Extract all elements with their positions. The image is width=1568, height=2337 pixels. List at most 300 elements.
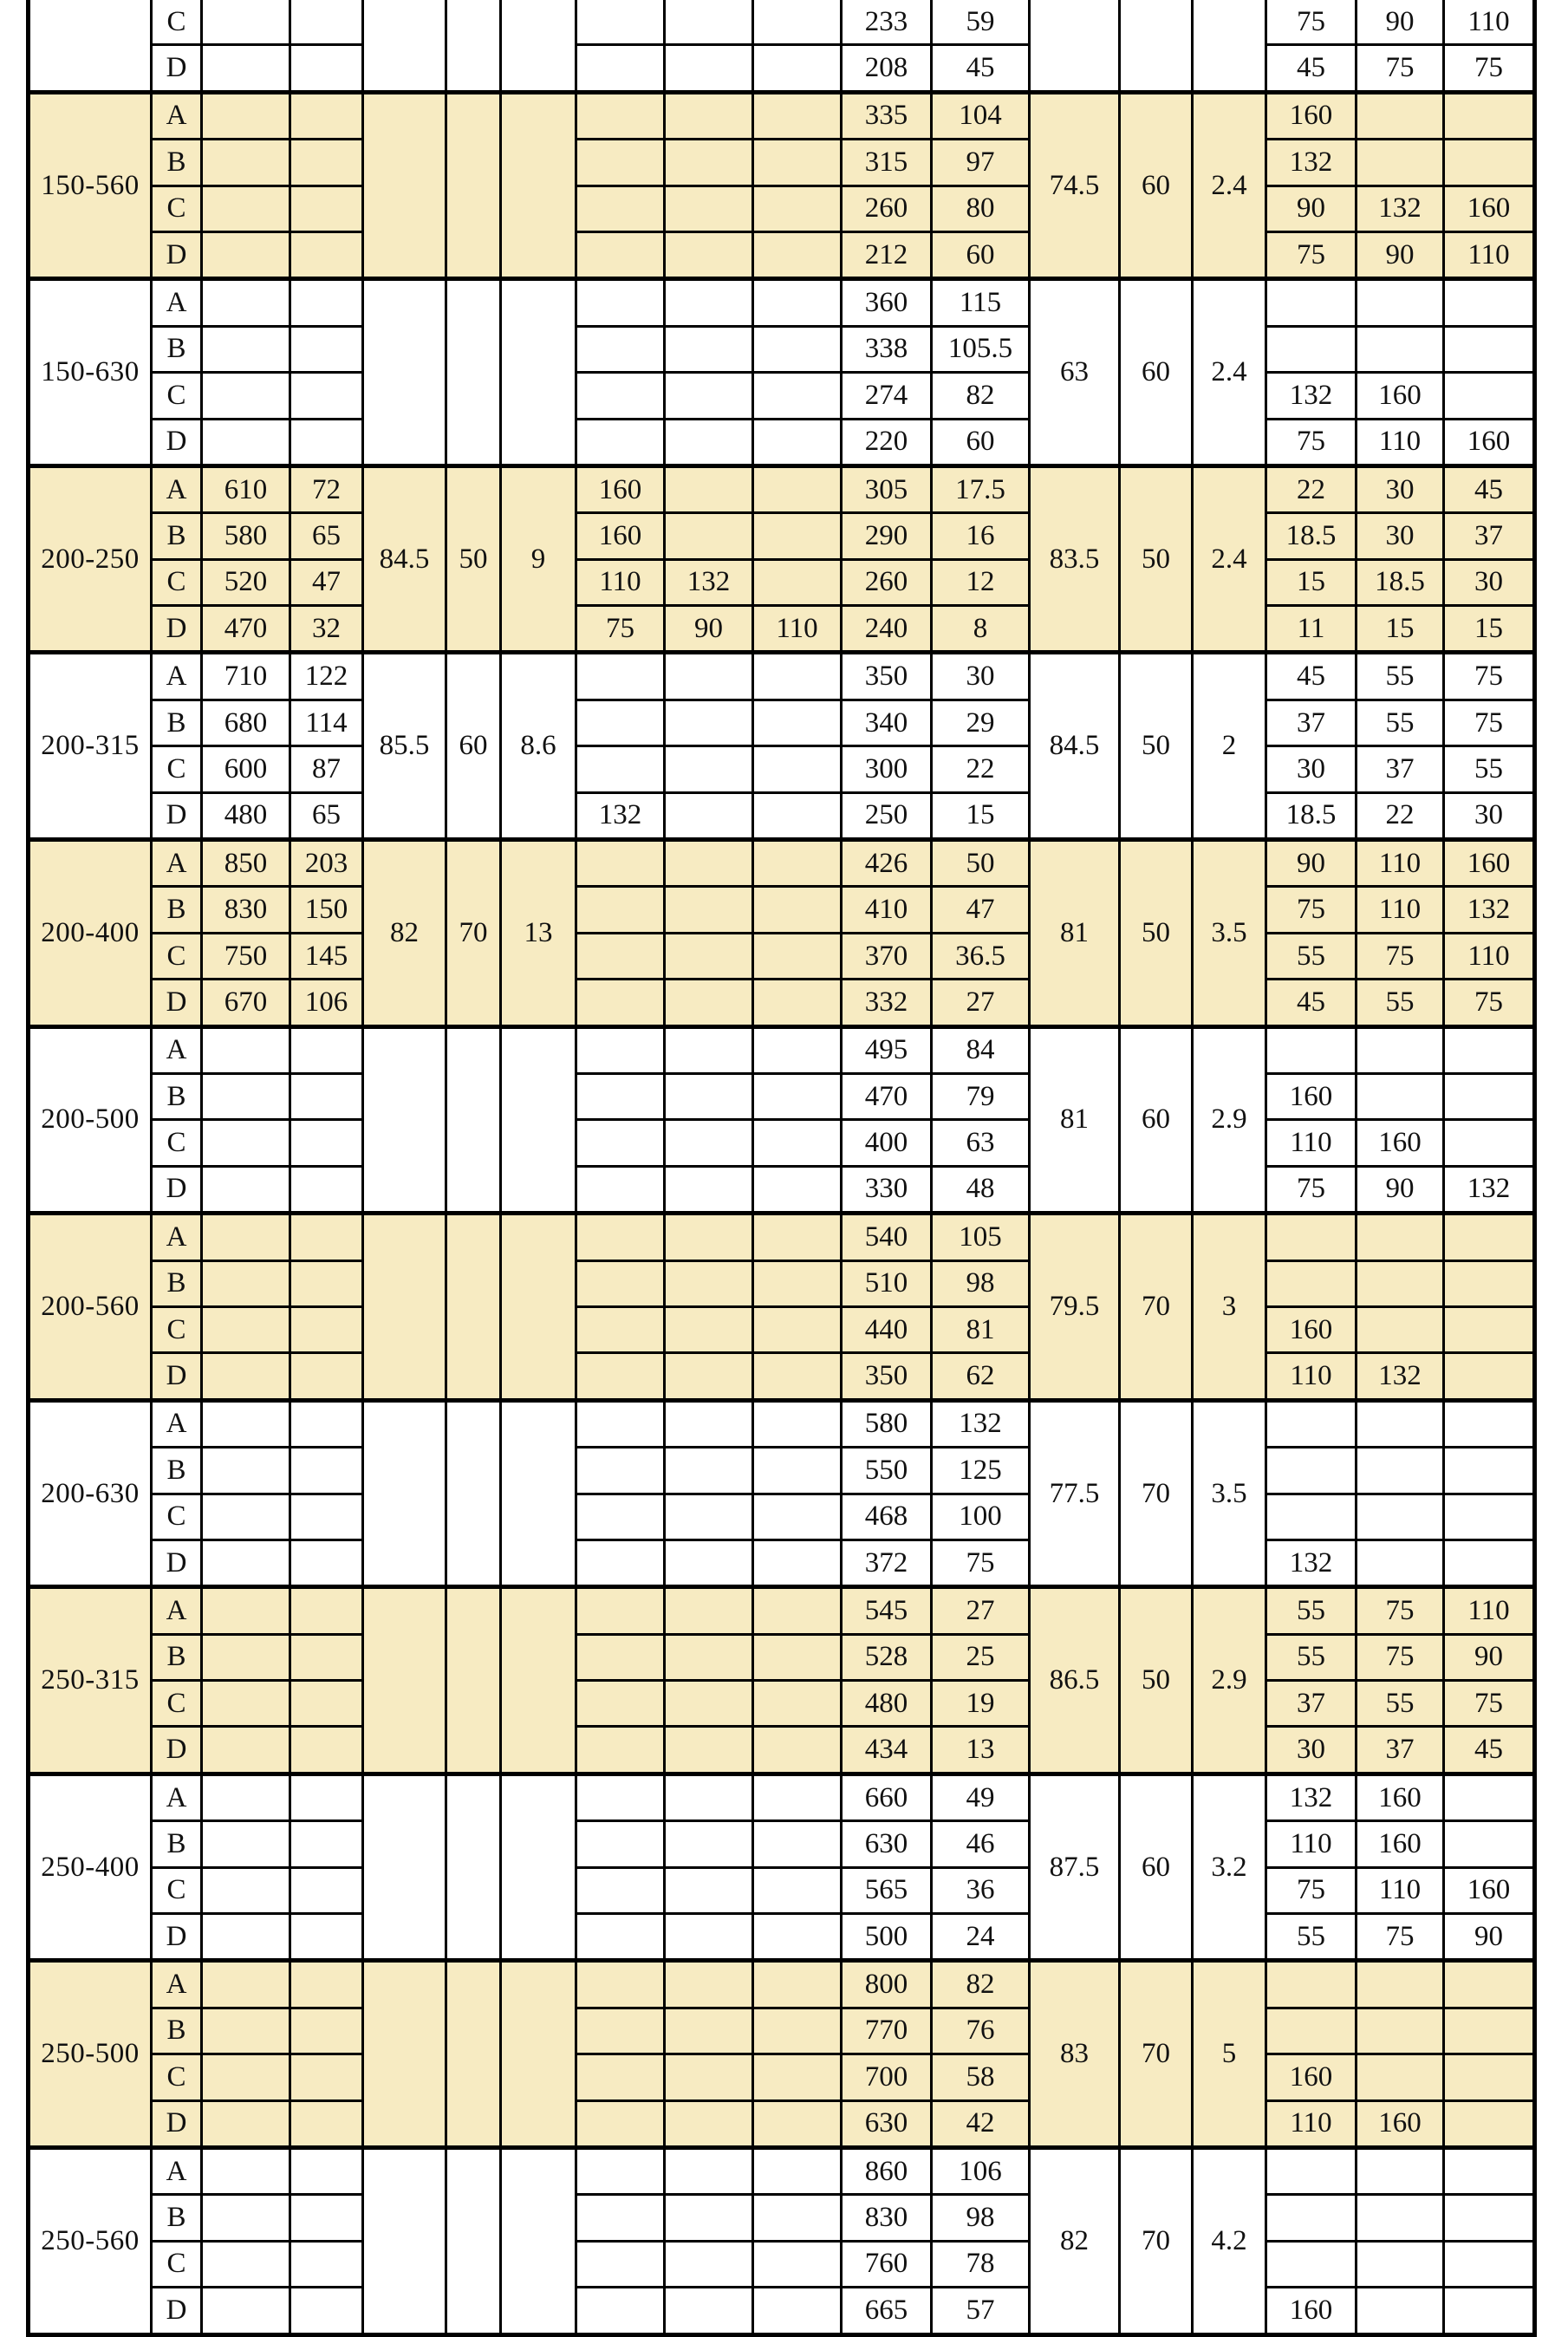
table-cell [576, 1306, 665, 1352]
table-cell: 160 [1444, 186, 1535, 231]
table-cell [576, 1914, 665, 1961]
table-cell: 203 [290, 840, 363, 887]
table-cell [1444, 2054, 1535, 2100]
table-cell [202, 1681, 290, 1727]
table-cell [665, 419, 753, 465]
row-letter-cell: C [152, 1120, 202, 1166]
row-letter-cell: A [152, 465, 202, 512]
merged-cell: 63 [1030, 279, 1120, 466]
table-row [29, 1166, 1535, 1213]
table-cell: 110 [1266, 1120, 1357, 1166]
merged-cell: 50 [1120, 653, 1193, 840]
table-cell [753, 1400, 842, 1447]
table-cell: 30 [1266, 746, 1357, 792]
table-cell [665, 0, 753, 45]
table-cell [1266, 2008, 1357, 2054]
merged-cell: 60 [1120, 279, 1193, 466]
table-cell: 57 [932, 2288, 1030, 2334]
table-cell: 160 [1266, 2288, 1357, 2334]
table-cell: 115 [932, 279, 1030, 326]
table-cell: 90 [1444, 1634, 1535, 1680]
merged-cell: 3.2 [1193, 1774, 1266, 1961]
table-cell [665, 2008, 753, 2054]
table-cell [665, 1026, 753, 1073]
table-cell [290, 1961, 363, 2008]
table-cell: 160 [1444, 419, 1535, 465]
table-cell [665, 465, 753, 512]
table-cell: 440 [842, 1306, 932, 1352]
table-row [29, 1260, 1535, 1306]
table-cell: 98 [932, 1260, 1030, 1306]
table-cell: 520 [202, 559, 290, 605]
table-cell [202, 1774, 290, 1820]
table-cell: 132 [1444, 1166, 1535, 1213]
table-cell: 79 [932, 1073, 1030, 1119]
table-cell: 75 [1444, 700, 1535, 745]
table-cell: 55 [1266, 1914, 1357, 1961]
merged-cell: 50 [1120, 1587, 1193, 1774]
table-cell: 55 [1357, 1681, 1444, 1727]
table-cell: 45 [1266, 653, 1357, 700]
table-cell [1357, 2054, 1444, 2100]
table-cell: 630 [842, 2100, 932, 2147]
table-cell: 104 [932, 92, 1030, 139]
table-cell: 500 [842, 1914, 932, 1961]
table-cell [202, 1961, 290, 2008]
table-cell: 110 [1266, 1821, 1357, 1867]
table-row [29, 2008, 1535, 2054]
table-cell: 81 [932, 1306, 1030, 1352]
row-letter-cell: B [152, 1073, 202, 1119]
table-cell [576, 2147, 665, 2194]
table-row [29, 980, 1535, 1026]
table-cell: 45 [1266, 45, 1357, 92]
table-cell [576, 1260, 665, 1306]
merged-cell [446, 2147, 501, 2334]
table-cell [753, 1026, 842, 1073]
row-letter-cell: A [152, 1774, 202, 1820]
table-cell [1444, 2241, 1535, 2287]
table-cell: 150 [290, 887, 363, 933]
merged-cell [363, 1214, 446, 1401]
table-cell [665, 1587, 753, 1634]
table-row [29, 1727, 1535, 1774]
table-cell [665, 1400, 753, 1447]
table-cell: 220 [842, 419, 932, 465]
table-cell [1444, 1260, 1535, 1306]
table-cell [665, 700, 753, 745]
table-cell [290, 1634, 363, 1680]
row-letter-cell: D [152, 1914, 202, 1961]
row-letter-cell: C [152, 559, 202, 605]
table-cell [202, 2241, 290, 2287]
merged-cell: 2.9 [1193, 1587, 1266, 1774]
table-cell [1357, 1026, 1444, 1073]
table-cell [1444, 1214, 1535, 1260]
table-cell: 434 [842, 1727, 932, 1774]
row-letter-cell: C [152, 933, 202, 979]
table-cell [665, 1353, 753, 1400]
row-letter-cell: B [152, 140, 202, 186]
table-cell: 55 [1266, 1587, 1357, 1634]
table-cell [1357, 1260, 1444, 1306]
table-cell: 580 [202, 513, 290, 559]
row-letter-cell: D [152, 1540, 202, 1586]
table-cell [290, 1914, 363, 1961]
table-cell: 760 [842, 2241, 932, 2287]
table-cell [1444, 1448, 1535, 1494]
table-cell [1357, 1961, 1444, 2008]
table-cell [753, 559, 842, 605]
table-cell [753, 92, 842, 139]
table-cell [665, 1260, 753, 1306]
merged-cell [363, 1587, 446, 1774]
table-cell [753, 231, 842, 278]
table-row [29, 92, 1535, 139]
table-cell [665, 1540, 753, 1586]
table-cell: 37 [1444, 513, 1535, 559]
table-cell [202, 1353, 290, 1400]
table-cell [290, 1260, 363, 1306]
table-row [29, 559, 1535, 605]
merged-cell [446, 279, 501, 466]
table-row [29, 1120, 1535, 1166]
merged-cell [363, 279, 446, 466]
table-cell: 80 [932, 186, 1030, 231]
table-cell [1444, 92, 1535, 139]
table-cell [202, 0, 290, 45]
table-cell [576, 1634, 665, 1680]
table-cell: 122 [290, 653, 363, 700]
row-letter-cell: C [152, 1306, 202, 1352]
table-cell [1444, 1120, 1535, 1166]
table-cell [753, 2288, 842, 2334]
table-cell [1444, 1774, 1535, 1820]
table-cell: 114 [290, 700, 363, 745]
row-letter-cell: B [152, 1260, 202, 1306]
table-cell: 332 [842, 980, 932, 1026]
table-cell: 110 [1444, 933, 1535, 979]
table-cell: 468 [842, 1494, 932, 1540]
table-cell: 8 [932, 606, 1030, 653]
table-cell [202, 2147, 290, 2194]
table-cell [1357, 2008, 1444, 2054]
table-cell [753, 186, 842, 231]
table-cell [1444, 326, 1535, 372]
table-cell: 160 [1444, 840, 1535, 887]
table-cell: 132 [1357, 186, 1444, 231]
table-cell [753, 1587, 842, 1634]
merged-cell: 60 [1120, 92, 1193, 279]
row-letter-cell: C [152, 186, 202, 231]
table-cell [576, 2054, 665, 2100]
table-cell: 240 [842, 606, 932, 653]
table-row [29, 792, 1535, 839]
table-cell: 335 [842, 92, 932, 139]
table-cell [1444, 2288, 1535, 2334]
table-cell: 105 [932, 1214, 1030, 1260]
table-cell [290, 1821, 363, 1867]
table-cell: 372 [842, 1540, 932, 1586]
table-cell [576, 1774, 665, 1820]
table-cell [576, 746, 665, 792]
table-cell [290, 1400, 363, 1447]
merged-cell: 5 [1193, 1961, 1266, 2148]
table-cell: 18.5 [1266, 792, 1357, 839]
row-letter-cell: B [152, 1821, 202, 1867]
table-row [29, 2100, 1535, 2147]
table-cell: 30 [1357, 513, 1444, 559]
table-cell: 65 [290, 513, 363, 559]
table-cell [290, 140, 363, 186]
merged-cell: 3.5 [1193, 1400, 1266, 1587]
table-cell [753, 2147, 842, 2194]
merged-cell [446, 1587, 501, 1774]
table-cell [202, 2195, 290, 2241]
table-cell [202, 326, 290, 372]
table-cell [290, 92, 363, 139]
table-cell: 90 [1357, 231, 1444, 278]
spec-table [26, 0, 1537, 2337]
table-row [29, 1494, 1535, 1540]
table-cell: 106 [932, 2147, 1030, 2194]
table-cell: 90 [1357, 1166, 1444, 1213]
table-cell: 97 [932, 140, 1030, 186]
table-cell: 160 [1266, 92, 1357, 139]
table-cell [665, 140, 753, 186]
table-cell [576, 2195, 665, 2241]
table-cell [290, 2195, 363, 2241]
merged-cell [446, 1400, 501, 1587]
table-row [29, 419, 1535, 465]
table-cell: 78 [932, 2241, 1030, 2287]
model-cell: 200-560 [29, 1214, 152, 1401]
table-cell: 47 [290, 559, 363, 605]
table-cell [202, 1914, 290, 1961]
merged-cell [501, 0, 576, 92]
merged-cell: 2.4 [1193, 465, 1266, 653]
table-cell [753, 140, 842, 186]
table-cell [202, 279, 290, 326]
table-cell [290, 2241, 363, 2287]
table-cell: 65 [290, 792, 363, 839]
row-letter-cell: A [152, 653, 202, 700]
row-letter-cell: D [152, 2288, 202, 2334]
table-cell [753, 1214, 842, 1260]
table-row [29, 465, 1535, 512]
table-cell [576, 186, 665, 231]
table-cell: 132 [1266, 1774, 1357, 1820]
table-cell [576, 1961, 665, 2008]
table-cell [576, 45, 665, 92]
table-cell: 15 [1266, 559, 1357, 605]
table-cell [753, 887, 842, 933]
table-cell: 370 [842, 933, 932, 979]
table-cell [202, 1026, 290, 1073]
table-cell [665, 1867, 753, 1913]
table-cell [290, 1774, 363, 1820]
table-cell: 160 [576, 465, 665, 512]
table-row [29, 1448, 1535, 1494]
table-cell: 110 [1266, 2100, 1357, 2147]
table-cell: 75 [1266, 887, 1357, 933]
table-cell: 75 [1266, 0, 1357, 45]
merged-cell: 81 [1030, 1026, 1120, 1214]
table-cell: 850 [202, 840, 290, 887]
merged-cell: 50 [446, 465, 501, 653]
merged-cell: 83 [1030, 1961, 1120, 2148]
table-cell: 305 [842, 465, 932, 512]
table-row [29, 373, 1535, 419]
merged-cell [363, 1961, 446, 2148]
table-cell: 75 [932, 1540, 1030, 1586]
table-cell: 340 [842, 700, 932, 745]
table-cell: 145 [290, 933, 363, 979]
table-cell: 15 [1357, 606, 1444, 653]
table-cell [1266, 326, 1357, 372]
merged-cell: 82 [363, 840, 446, 1027]
merged-cell: 3.5 [1193, 840, 1266, 1027]
table-cell: 480 [202, 792, 290, 839]
table-cell [290, 1214, 363, 1260]
table-cell: 400 [842, 1120, 932, 1166]
table-cell [202, 1448, 290, 1494]
table-cell [665, 746, 753, 792]
table-cell [1357, 1073, 1444, 1119]
table-cell: 110 [1357, 887, 1444, 933]
table-cell [1266, 1494, 1357, 1540]
table-cell [753, 419, 842, 465]
model-cell: 200-400 [29, 840, 152, 1027]
table-cell [665, 1306, 753, 1352]
table-cell: 72 [290, 465, 363, 512]
table-cell: 30 [932, 653, 1030, 700]
table-cell [576, 326, 665, 372]
table-cell: 16 [932, 513, 1030, 559]
table-cell: 160 [1357, 2100, 1444, 2147]
table-cell: 29 [932, 700, 1030, 745]
merged-cell [501, 279, 576, 466]
merged-cell: 2 [1193, 653, 1266, 840]
table-cell [753, 840, 842, 887]
table-row [29, 2147, 1535, 2194]
table-row [29, 1867, 1535, 1913]
table-cell [290, 2008, 363, 2054]
table-cell [202, 140, 290, 186]
table-cell [1444, 1540, 1535, 1586]
table-cell [1266, 1448, 1357, 1494]
table-cell: 18.5 [1357, 559, 1444, 605]
table-cell [753, 513, 842, 559]
table-cell: 260 [842, 559, 932, 605]
table-cell: 160 [1266, 2054, 1357, 2100]
table-cell [1357, 1494, 1444, 1540]
merged-cell: 70 [1120, 1961, 1193, 2148]
table-cell [1444, 373, 1535, 419]
table-cell [576, 700, 665, 745]
table-cell [665, 1166, 753, 1213]
table-row [29, 1634, 1535, 1680]
table-cell: 315 [842, 140, 932, 186]
table-cell [290, 0, 363, 45]
table-cell: 82 [932, 373, 1030, 419]
table-cell [290, 1306, 363, 1352]
table-cell: 75 [1444, 1681, 1535, 1727]
table-cell: 510 [842, 1260, 932, 1306]
table-cell [202, 1214, 290, 1260]
table-cell [1444, 1400, 1535, 1447]
table-cell [576, 1400, 665, 1447]
model-cell: 150-560 [29, 92, 152, 279]
row-letter-cell: D [152, 419, 202, 465]
table-cell [753, 1306, 842, 1352]
table-cell: 75 [1357, 933, 1444, 979]
row-letter-cell: D [152, 45, 202, 92]
table-cell [665, 186, 753, 231]
table-cell [576, 1214, 665, 1260]
table-cell [665, 92, 753, 139]
table-cell: 100 [932, 1494, 1030, 1540]
merged-cell: 70 [446, 840, 501, 1027]
table-cell [1444, 1353, 1535, 1400]
table-row [29, 1681, 1535, 1727]
table-cell [576, 1727, 665, 1774]
table-cell [202, 1540, 290, 1586]
table-cell [753, 2054, 842, 2100]
table-cell [665, 2195, 753, 2241]
table-cell [665, 887, 753, 933]
table-cell: 75 [1444, 980, 1535, 1026]
table-cell: 25 [932, 1634, 1030, 1680]
merged-cell: 60 [1120, 1774, 1193, 1961]
table-cell [753, 1494, 842, 1540]
table-cell [576, 980, 665, 1026]
table-cell [290, 1681, 363, 1727]
table-cell [290, 1494, 363, 1540]
table-cell: 110 [576, 559, 665, 605]
table-cell [1444, 2195, 1535, 2241]
table-cell: 580 [842, 1400, 932, 1447]
table-cell: 98 [932, 2195, 1030, 2241]
table-cell [1357, 1306, 1444, 1352]
table-cell [665, 1681, 753, 1727]
merged-cell [446, 1774, 501, 1961]
merged-cell [363, 0, 446, 92]
table-cell: 90 [1266, 186, 1357, 231]
table-cell [753, 1120, 842, 1166]
table-cell [576, 840, 665, 887]
table-cell [665, 2241, 753, 2287]
table-cell: 75 [576, 606, 665, 653]
table-cell: 860 [842, 2147, 932, 2194]
row-letter-cell: C [152, 2241, 202, 2287]
table-cell: 410 [842, 887, 932, 933]
table-cell [1357, 1540, 1444, 1586]
table-cell: 22 [1357, 792, 1444, 839]
table-cell: 160 [1357, 1821, 1444, 1867]
table-cell: 24 [932, 1914, 1030, 1961]
table-cell: 75 [1266, 231, 1357, 278]
table-cell: 495 [842, 1026, 932, 1073]
table-cell [576, 1681, 665, 1727]
table-cell: 110 [1357, 840, 1444, 887]
table-cell [290, 45, 363, 92]
table-cell [290, 1448, 363, 1494]
table-cell: 132 [1266, 140, 1357, 186]
table-cell [1444, 2147, 1535, 2194]
model-cell: 250-500 [29, 1961, 152, 2148]
table-cell [753, 373, 842, 419]
